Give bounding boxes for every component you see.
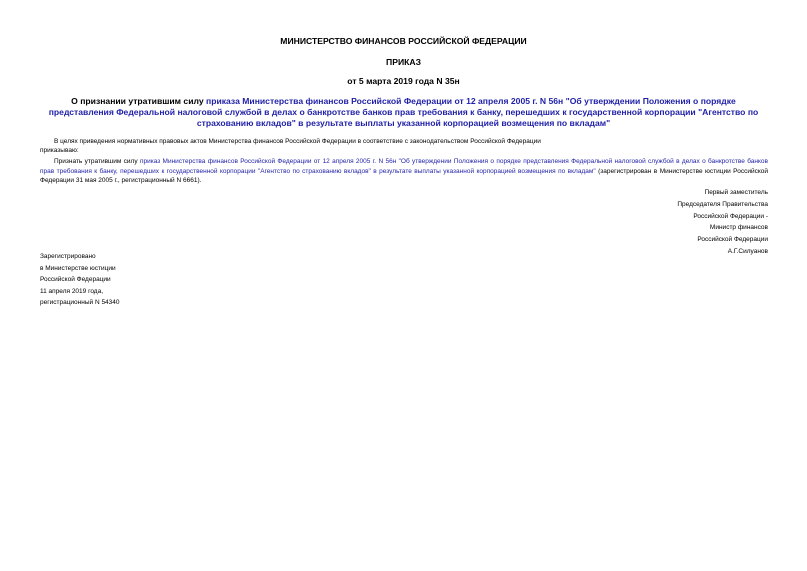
paragraph-prefix: Признать утратившим силу	[54, 158, 140, 165]
signature-block	[677, 187, 768, 258]
signature-line: Российской Федерации	[697, 236, 768, 244]
title-prefix: О признании утратившим силу	[71, 96, 207, 106]
registration-block	[40, 251, 120, 309]
registration-number: регистрационный N 54340	[40, 299, 120, 307]
signature-line: Российской Федерации -	[693, 212, 768, 220]
doc-type-heading: ПРИКАЗ	[386, 57, 421, 67]
registration-line: в Министерстве юстиции	[40, 264, 116, 272]
registration-date: 11 апреля 2019 года,	[40, 287, 104, 295]
document-title	[40, 96, 767, 129]
ministry-heading: МИНИСТЕРСТВО ФИНАНСОВ РОССИЙСКОЙ ФЕДЕРАЦИИ	[280, 36, 527, 46]
title-link[interactable]: приказа Министерства финансов Российской Федерации от 12 апреля 2005 г. N 56н "Об утверждении Положения о порядке представления Федеральной налоговой службой в делах о банкротстве банков прав требования к банку, перешедших к государственной корпорации "Агентство по страхованию вкладов" в результате выплаты указанной корпорацией возмещения по вкладам"	[48, 96, 759, 128]
intro-paragraph: В целях приведения нормативных правовых актов Министерства финансов Российской Федерации в соответствие с законодательством Российской Федерации	[54, 138, 541, 145]
signer-name: А.Г.Силуанов	[727, 247, 768, 255]
paragraph-suffix: (зарегистрирован в Министерстве юстиции Российской Федерации 31 мая 2005 г., регистрационный N 6661).	[40, 167, 768, 185]
order-word: приказываю:	[40, 147, 79, 154]
signature-line: Первый заместитель	[704, 189, 768, 196]
main-paragraph	[40, 157, 768, 186]
paragraph-link[interactable]: приказ Министерства финансов Российской Федерации от 12 апреля 2005 г. N 56н "Об утверждении Положения о порядке представления Федеральной налоговой службой в делах о банкротстве банков прав требования к банку, перешедших к государственной корпорации "Агентство по страхованию вкладов" в результате выплаты указанной корпорацией возмещения по вкладам"	[40, 158, 768, 175]
date-number-heading: от 5 марта 2019 года N 35н	[347, 76, 460, 86]
registration-line: Российской Федерации	[40, 276, 111, 284]
registration-line: Зарегистрировано	[40, 253, 96, 260]
signature-line: Министр финансов	[709, 224, 768, 232]
signature-line: Председателя Правительства	[677, 200, 768, 208]
